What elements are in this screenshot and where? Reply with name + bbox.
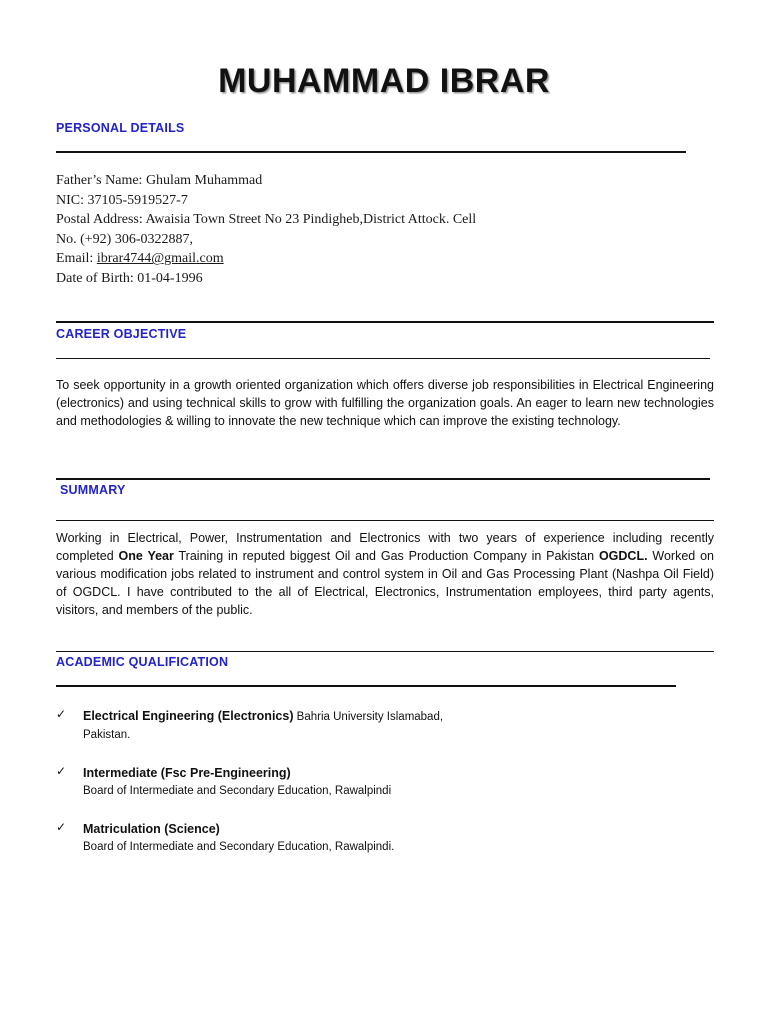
qualification-institution: Board of Intermediate and Secondary Education, Rawalpindi. — [83, 841, 395, 853]
qualification-title: Matriculation (Science) — [83, 822, 220, 836]
summary-highlight: One Year — [118, 549, 174, 563]
qualification-institution: Pakistan. — [83, 729, 131, 741]
summary-text — [56, 529, 714, 619]
checkmark-icon: ✓ — [56, 707, 67, 721]
email-label: Email: — [56, 251, 97, 267]
summary-part: Working in Electrical, Power, Instrumentation and Electronics with two years of experience including recently completed — [56, 531, 714, 563]
qualification-institution: Board of Intermediate and Secondary Education, Rawalpindi — [83, 785, 392, 797]
resume-name: MUHAMMAD IBRAR — [218, 62, 550, 100]
qualification-item — [83, 707, 703, 744]
summary-highlight: OGDCL. — [598, 549, 648, 563]
divider — [56, 358, 710, 359]
divider — [56, 520, 714, 521]
qualification-institution: Bahria University Islamabad, — [293, 711, 444, 723]
postal-address: Postal Address: Awaisia Town Street No 23 Pindigheb,District Attock. Cell — [56, 212, 477, 228]
date-of-birth: Date of Birth: 01-04-1996 — [56, 270, 203, 286]
section-heading-academic: ACADEMIC QUALIFICATION — [56, 655, 229, 669]
divider — [56, 651, 714, 652]
summary-part: Training in reputed biggest Oil and Gas Production Company in Pakistan — [173, 549, 599, 563]
divider — [56, 151, 686, 153]
summary-part: Worked on various modification jobs related to instrument and control system in Oil and Gas Processing Plant (Nashpa Oil Field) of OGDCL. I have contributed to the all of Electrical, Electronics, Instrumentation employees, third party agents, visitors, and members of the public. — [56, 549, 714, 617]
qualification-title: Electrical Engineering (Electronics) — [83, 709, 294, 723]
divider — [56, 685, 676, 687]
qualification-item — [83, 764, 703, 800]
cell-number: No. (+92) 306-0322887, — [56, 231, 193, 247]
checkmark-icon: ✓ — [56, 764, 67, 778]
divider — [56, 478, 710, 480]
fathers-name: Father’s Name: Ghulam Muhammad — [56, 173, 263, 188]
divider — [56, 321, 714, 323]
nic-number: NIC: 37105-5919527-7 — [56, 192, 188, 208]
qualification-title: Intermediate (Fsc Pre-Engineering) — [83, 766, 291, 780]
qualification-item — [83, 820, 703, 856]
career-objective-text: To seek opportunity in a growth oriented organization which offers diverse job responsibilities in Electrical Engineering (electronics) and using technical skills to grow with fulfilling the organization goals. An eager to learn new technologies and methodologies & willing to innovate the new technique which can improve the existing technology. — [56, 378, 714, 428]
email-link[interactable]: ibrar4744@gmail.com — [96, 251, 224, 267]
section-heading-career: CAREER OBJECTIVE — [56, 327, 187, 341]
checkmark-icon: ✓ — [56, 820, 67, 834]
personal-details-block — [56, 171, 716, 289]
section-heading-summary: SUMMARY — [60, 483, 126, 497]
email-line — [56, 249, 716, 269]
section-heading-personal: PERSONAL DETAILS — [56, 121, 185, 135]
